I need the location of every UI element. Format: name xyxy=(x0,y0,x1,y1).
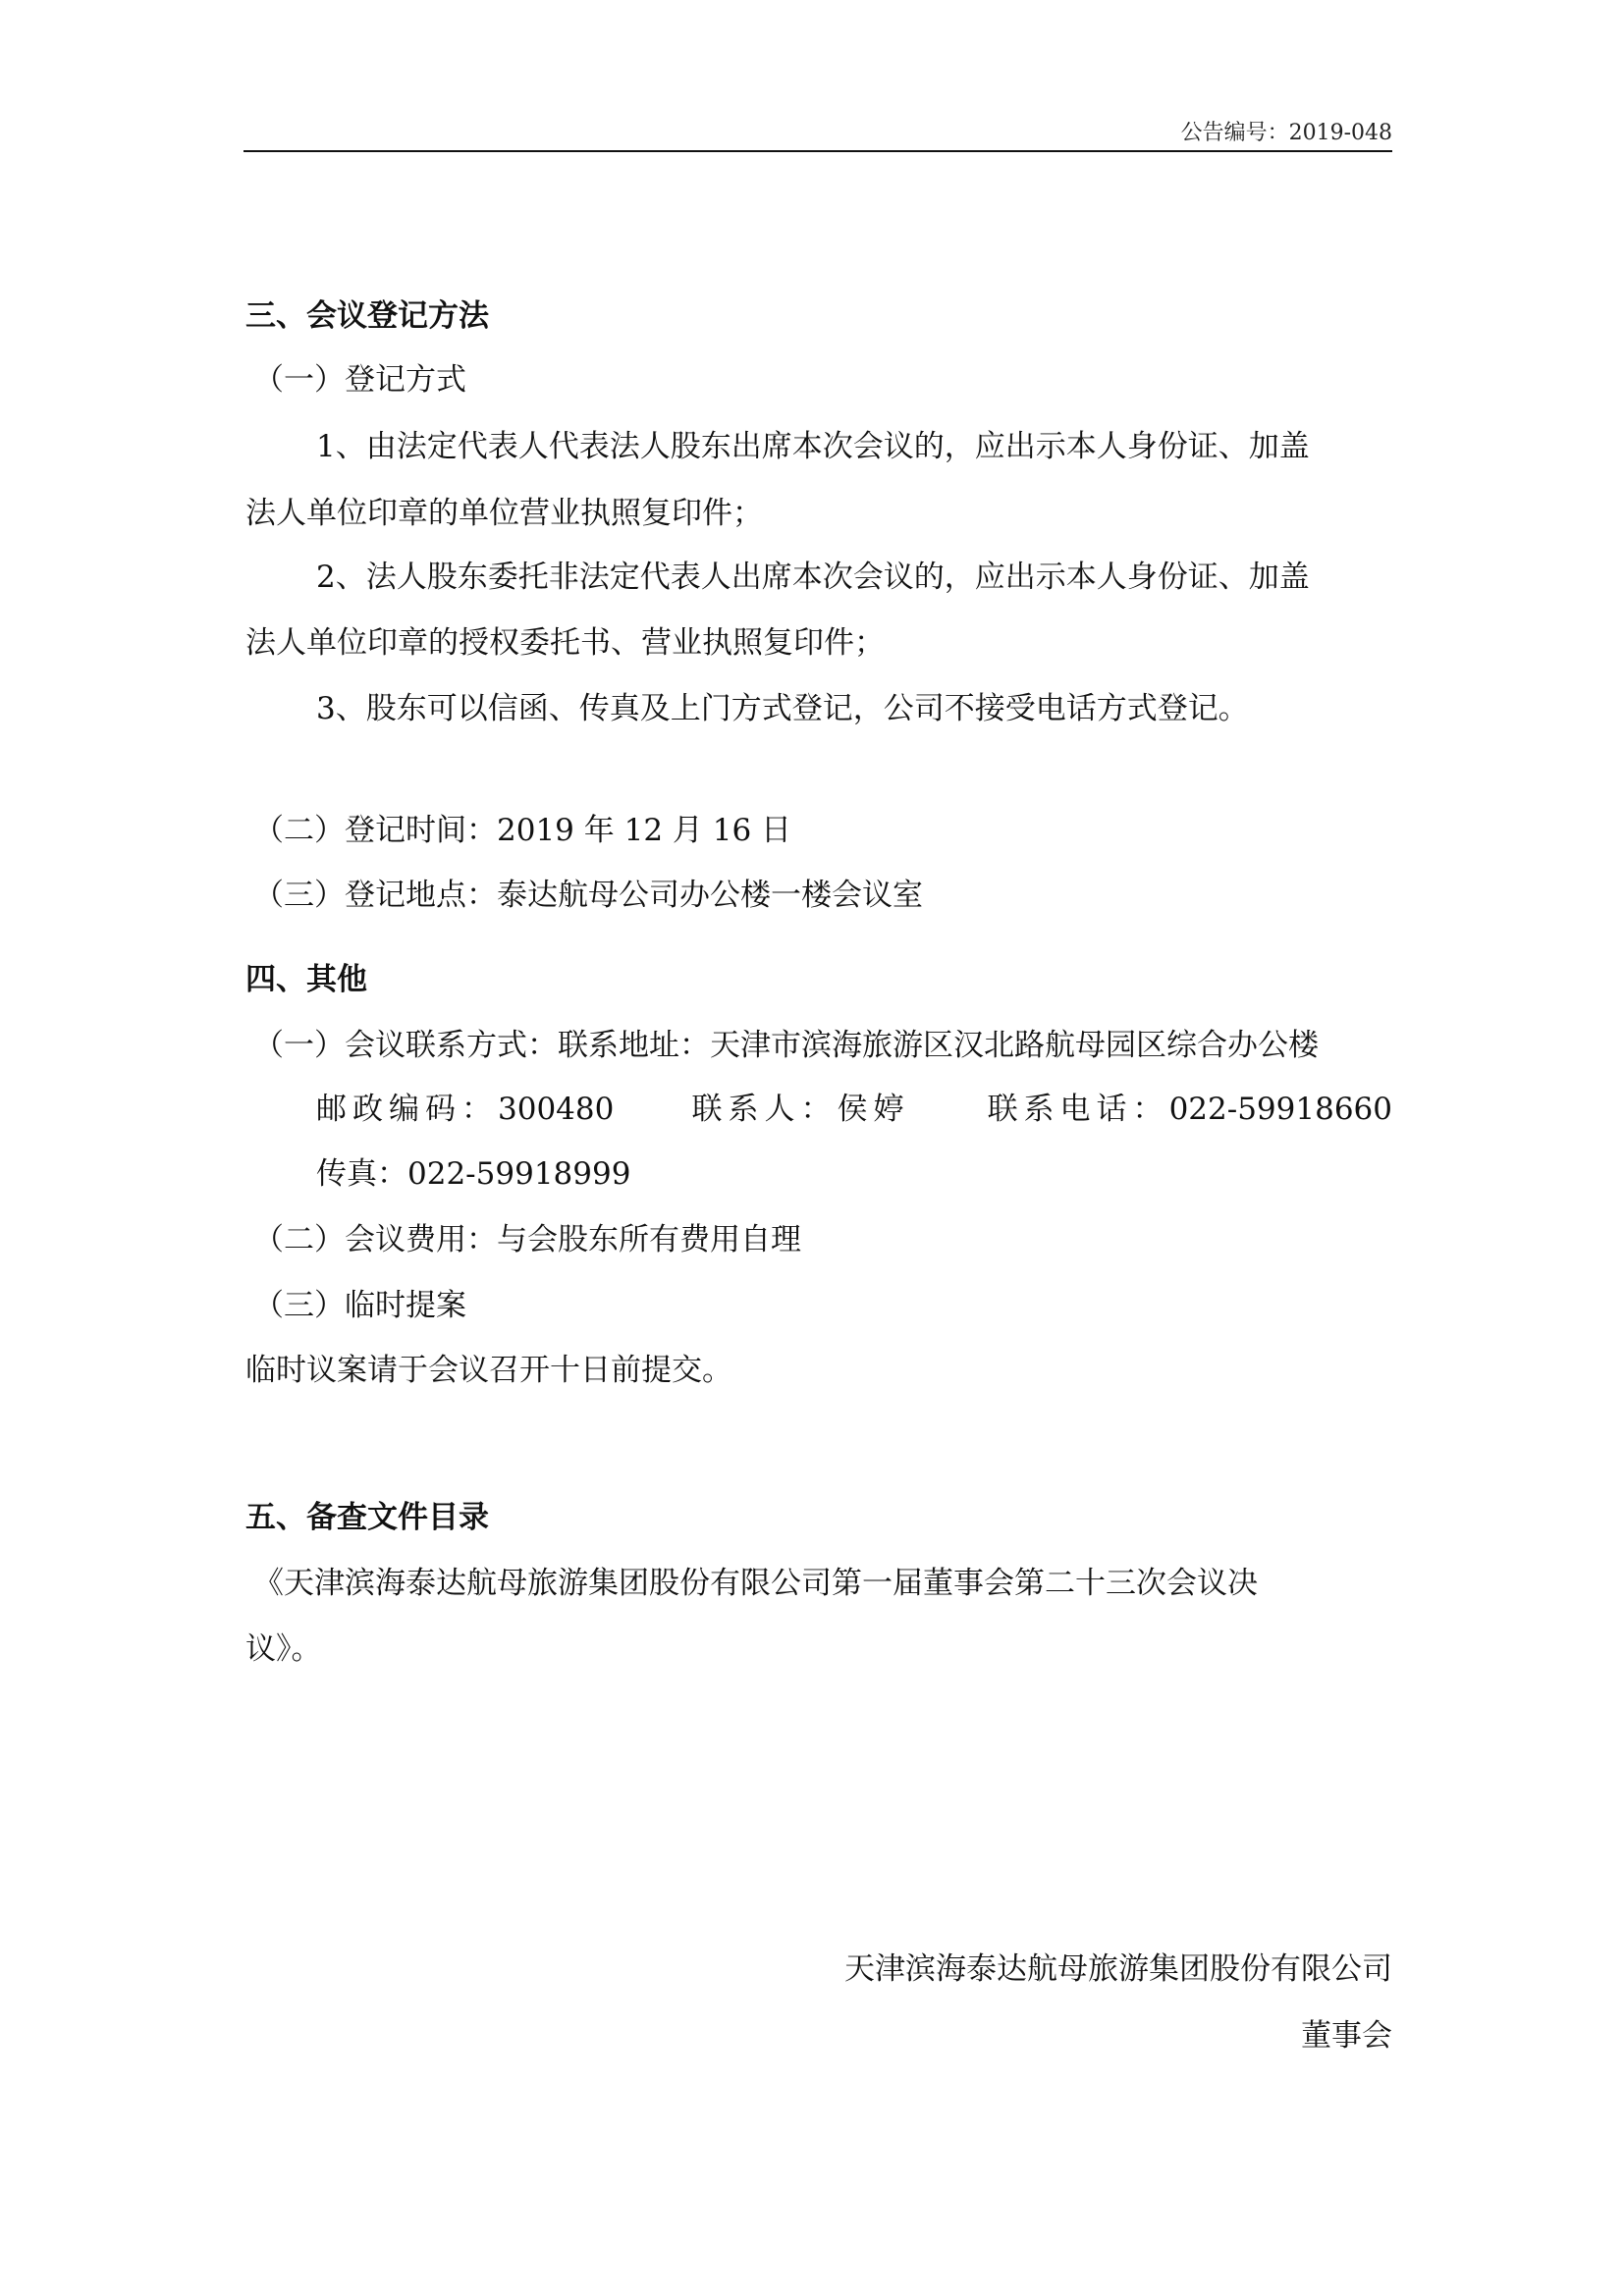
header-divider xyxy=(244,150,1392,152)
postcode-group xyxy=(316,1090,614,1129)
section-4-title: 四、其他 xyxy=(245,962,367,997)
signature-board: 董事会 xyxy=(1301,2018,1392,2054)
section-3-item-1-line-1: 1、由法定代表人代表法人股东出席本次会议的，应出示本人身份证、加盖 xyxy=(316,429,1310,464)
phone-label: 联系电话： xyxy=(987,1092,1169,1127)
section-5-title: 五、备查文件目录 xyxy=(245,1500,489,1535)
section-3-item-1-line-2: 法人单位印章的单位营业执照复印件； xyxy=(245,496,763,531)
phone-value: 022-59918660 xyxy=(1168,1092,1392,1127)
section-3-sub-1: （一）登记方式 xyxy=(253,362,466,398)
phone-group xyxy=(988,1090,1392,1129)
section-3-item-2-line-2: 法人单位印章的授权委托书、营业执照复印件； xyxy=(245,625,885,661)
proposal-text: 临时议案请于会议召开十日前提交。 xyxy=(245,1353,732,1388)
meeting-fees: （二）会议费用：与会股东所有费用自理 xyxy=(253,1222,801,1257)
reference-doc-line-1: 《天津滨海泰达航母旅游集团股份有限公司第一届董事会第二十三次会议决 xyxy=(253,1566,1258,1601)
proposal-title: （三）临时提案 xyxy=(253,1288,466,1323)
signature-company: 天津滨海泰达航母旅游集团股份有限公司 xyxy=(844,1951,1392,1987)
announcement-number: 公告编号：2019-048 xyxy=(1180,121,1392,145)
contact-address: （一）会议联系方式：联系地址：天津市滨海旅游区汉北路航母园区综合办公楼 xyxy=(253,1028,1319,1063)
registration-time: （二）登记时间：2019 年 12 月 16 日 xyxy=(253,813,792,848)
reference-doc-line-2: 议》。 xyxy=(245,1631,322,1667)
fax: 传真：022-59918999 xyxy=(316,1156,631,1192)
contact-person: 联系人：侯婷 xyxy=(691,1092,910,1127)
section-3-title: 三、会议登记方法 xyxy=(245,298,489,334)
contact-details-row xyxy=(316,1090,1392,1129)
registration-location: （三）登记地点：泰达航母公司办公楼一楼会议室 xyxy=(253,878,923,913)
postcode-label: 邮政编码： xyxy=(316,1092,498,1127)
section-3-item-3: 3、股东可以信函、传真及上门方式登记，公司不接受电话方式登记。 xyxy=(316,691,1249,726)
postcode-value: 300480 xyxy=(498,1092,615,1127)
section-3-item-2-line-1: 2、法人股东委托非法定代表人出席本次会议的，应出示本人身份证、加盖 xyxy=(316,560,1310,595)
